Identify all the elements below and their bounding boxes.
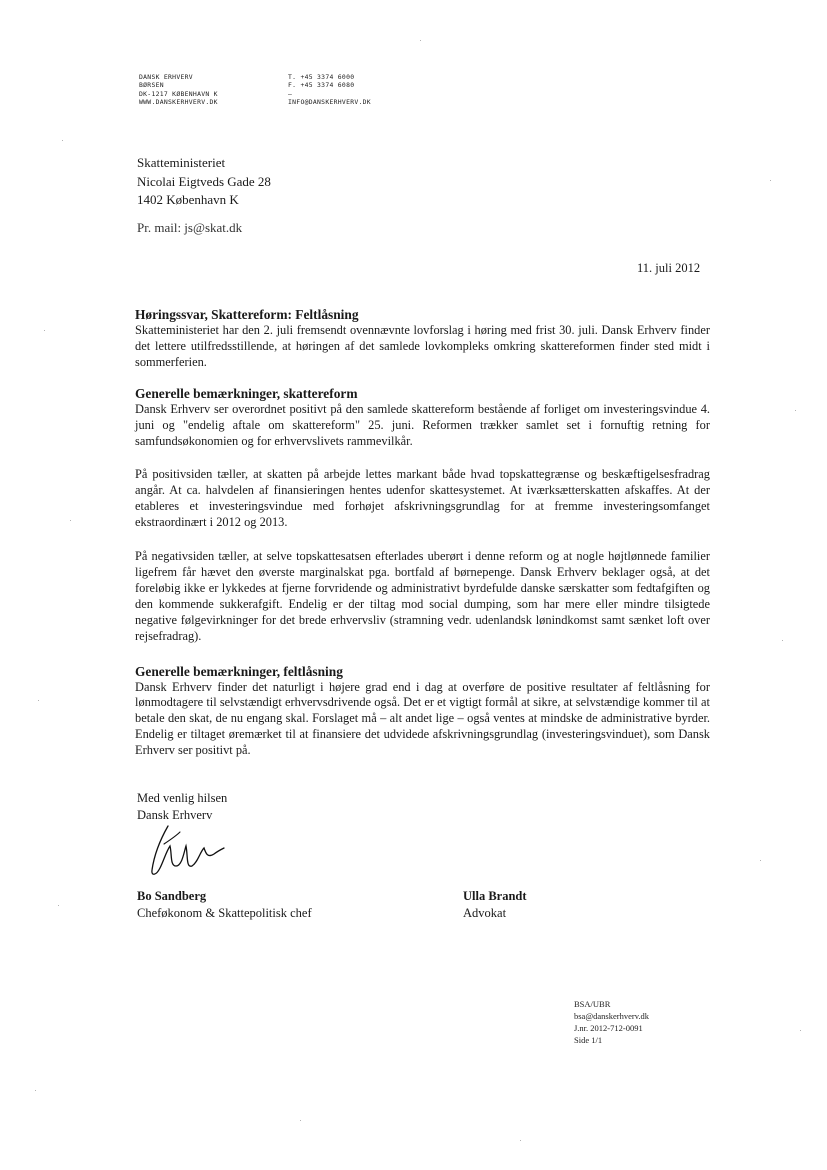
letter-title: Høringssvar, Skattereform: Feltlåsning <box>135 307 359 322</box>
scan-speck <box>420 40 421 41</box>
closing-block <box>137 790 227 823</box>
scan-speck <box>38 700 39 701</box>
handwritten-signature <box>146 822 226 880</box>
scan-speck <box>35 1090 36 1091</box>
reference-block <box>574 998 649 1046</box>
signatory-2 <box>463 888 527 921</box>
section-heading-feltlaasning: Generelle bemærkninger, feltlåsning <box>135 663 343 679</box>
signatory-2-title: Advokat <box>463 905 507 920</box>
sender-postal: DK-1217 KØBENHAVN K <box>139 89 218 98</box>
signatory-1 <box>137 888 312 921</box>
signatory-1-name: Bo Sandberg <box>137 889 207 903</box>
letter-date: 11. juli 2012 <box>637 261 701 275</box>
sender-company: DANSK ERHVERV <box>139 73 193 81</box>
recipient-name: Skatteministeriet <box>137 155 226 170</box>
scan-speck <box>770 180 771 181</box>
scan-speck <box>800 1030 801 1031</box>
sender-address-block <box>139 73 218 107</box>
scan-speck <box>795 410 796 411</box>
signatory-1-title: Cheføkonom & Skattepolitisk chef <box>137 905 312 920</box>
reference-journal-number: J.nr. 2012-712-0091 <box>574 1023 643 1033</box>
closing-organization: Dansk Erhverv <box>137 807 213 822</box>
reference-email: bsa@danskerhverv.dk <box>574 1011 650 1021</box>
sender-separator: – <box>288 89 293 98</box>
closing-greeting: Med venlig hilsen <box>137 791 228 805</box>
intro-paragraph: Skatteministeriet har den 2. juli fremsendt ovennævnte lovforslag i høring med frist 30. juli. Dansk Erhverv finder det lettere utilfredsstillende, at høringen af det samlede lovkompleks omkring skattereformen finder sted midt i sommerferien. <box>135 323 710 369</box>
recipient-city: 1402 København K <box>137 192 239 207</box>
letter-body <box>135 306 710 759</box>
reference-page-number: Side 1/1 <box>574 1035 603 1045</box>
sender-website: WWW.DANSKERHVERV.DK <box>139 98 218 107</box>
scan-speck <box>782 640 783 641</box>
scan-speck <box>760 860 761 861</box>
paragraph-overall: Dansk Erhverv ser overordnet positivt på den samlede skattereform bestående af forliget om investeringsvindue 4. juni og "endelig aftale om skattereform" 25. juni. Reformen trækker samlet set i fornuftig retning for samfundsøkonomien og for erhvervslivets rammevilkår. <box>135 401 710 448</box>
paragraph-feltlaasning: Dansk Erhverv finder det naturligt i højere grad end i dag at overføre de positive resultater af feltlåsning for lønmodtagere til selvstændigt erhvervsdrivende også. Det er et vigtigt formål at sikre, at selvstændige kommer til at betale den skat, de nu engang skal. Forslaget må – alt andet lige – også ventes at mindske de administrative byrder. Endelig er tiltaget øremærket til at finansiere det udvidede afskrivningsgrundlag (investeringsvinduet), som Dansk Erhverv ser positivt på. <box>135 679 710 758</box>
paragraph-negatives: På negativsiden tæller, at selve topskattesatsen efterlades uberørt i denne reform og at nogle højtlønnede familier ligefrem får hævet den øverste marginalskat pga. bortfald af børnepenge. Dansk Erhverv beklager også, at det foreløbig ikke er lykkedes at fjerne forvridende og administrativt byrdefulde danske særskatter som fedtafgiften og den kommende sukkerafgift. Endelig er der tiltag mod social dumping, som har mere eller mindre tilsigtede negative følgevirkninger for det brede erhvervsliv (stramning vedr. udenlandsk lønindkomst samt sænket loft over rejsefradrag). <box>135 549 710 643</box>
scan-speck <box>44 330 45 331</box>
recipient-street: Nicolai Eigtveds Gade 28 <box>137 173 271 189</box>
recipient-email-line: Pr. mail: js@skat.dk <box>137 220 243 235</box>
sender-phone: T. +45 3374 6000 <box>288 73 355 81</box>
scan-speck <box>70 520 71 521</box>
sender-building: BØRSEN <box>139 81 164 90</box>
sender-fax: F. +45 3374 6080 <box>288 81 355 90</box>
scan-speck <box>520 1140 521 1141</box>
section-heading-skattereform: Generelle bemærkninger, skattereform <box>135 385 358 401</box>
paragraph-positives: På positivsiden tæller, at skatten på arbejde lettes markant både hvad topskattegrænse og beskæftigelsesfradrag angår. At ca. halvdelen af finansieringen hentes udenfor skattesystemet. At iværksætterskatten afskaffes. At der etableres et investeringsvindue med forhøjet afskrivningsgrundlag for at fremme investeringsomfanget ekstraordinært i 2012 og 2013. <box>135 467 710 530</box>
scan-speck <box>62 140 63 141</box>
reference-initials: BSA/UBR <box>574 999 611 1009</box>
scan-speck <box>300 1120 301 1121</box>
sender-contact-block <box>288 73 371 107</box>
signatory-2-name: Ulla Brandt <box>463 889 527 903</box>
sender-email: INFO@DANSKERHVERV.DK <box>288 98 371 107</box>
recipient-address <box>137 154 271 210</box>
scan-speck <box>58 905 59 906</box>
